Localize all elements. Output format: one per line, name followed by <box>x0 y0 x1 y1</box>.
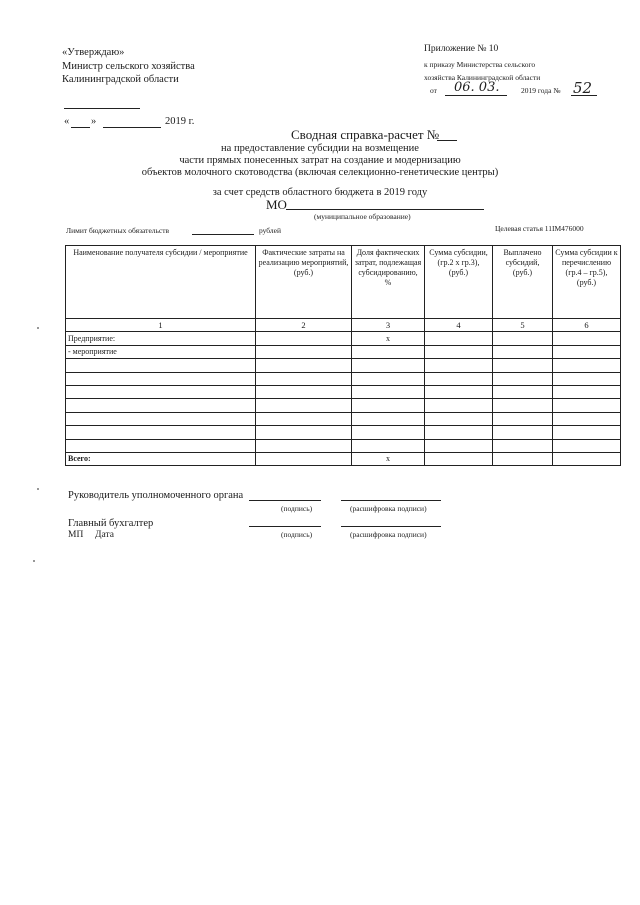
appendix-line3: хозяйства Калининградской области <box>424 73 541 82</box>
table-cell <box>352 426 425 439</box>
column-number: 4 <box>425 319 493 332</box>
table-cell <box>256 359 352 372</box>
column-number: 2 <box>256 319 352 332</box>
head-signatory-label: Руководитель уполномоченного органа <box>68 490 244 501</box>
appendix-date-line <box>445 95 507 96</box>
table-cell <box>553 399 621 412</box>
table-cell <box>553 332 621 345</box>
accountant-signature-hint: (подпись) <box>281 530 313 539</box>
table-cell <box>256 452 352 465</box>
table-row <box>66 385 621 398</box>
approval-title: «Утверждаю» <box>62 47 125 58</box>
table-cell <box>352 345 425 358</box>
scan-speck <box>37 327 39 329</box>
chief-accountant-label: Главный бухгалтер <box>68 518 154 529</box>
appendix-number-line <box>571 95 597 96</box>
appendix-year-label: 2019 года № <box>521 86 561 95</box>
table-row <box>66 372 621 385</box>
table-row <box>66 359 621 372</box>
table-cell <box>352 372 425 385</box>
table-cell <box>553 426 621 439</box>
approval-date-mid: » <box>91 116 97 127</box>
table-cell: х <box>352 452 425 465</box>
table-cell <box>425 385 493 398</box>
table-cell <box>493 332 553 345</box>
table-cell <box>66 426 256 439</box>
table-cell <box>553 359 621 372</box>
appendix-date-handwritten: 06. 03. <box>454 80 500 95</box>
table-cell <box>425 372 493 385</box>
total-label: Всего: <box>66 452 256 465</box>
table-cell <box>493 359 553 372</box>
table-row <box>66 332 621 345</box>
mo-hint: (муниципальное образование) <box>314 212 411 221</box>
table-cell <box>256 332 352 345</box>
table-cell <box>352 399 425 412</box>
column-numbers-row <box>66 319 621 332</box>
limit-unit: рублей <box>259 226 282 235</box>
table-cell <box>66 399 256 412</box>
table-cell <box>425 399 493 412</box>
mo-label: МО <box>266 197 287 212</box>
table-cell <box>425 332 493 345</box>
header-recipient: Наименование получателя субсидии / мероприятие <box>66 246 256 319</box>
subsidy-table <box>65 245 621 466</box>
table-cell <box>66 439 256 452</box>
table-cell <box>256 426 352 439</box>
accountant-decoding-hint: (расшифровка подписи) <box>350 530 427 539</box>
table-cell <box>553 385 621 398</box>
table-cell <box>425 412 493 425</box>
table-cell <box>256 385 352 398</box>
table-cell: х <box>352 332 425 345</box>
limit-line <box>192 234 254 235</box>
table-cell <box>352 412 425 425</box>
table-cell <box>352 385 425 398</box>
table-cell <box>425 452 493 465</box>
head-signature-line <box>249 500 321 501</box>
mo-line <box>286 209 484 210</box>
table-cell <box>493 412 553 425</box>
column-number: 1 <box>66 319 256 332</box>
table-cell <box>553 372 621 385</box>
table-cell <box>553 439 621 452</box>
column-number: 3 <box>352 319 425 332</box>
table-row <box>66 426 621 439</box>
header-to-transfer: Сумма субсидии к перечислению (гр.4 – гр.5), (руб.) <box>553 246 621 319</box>
header-paid: Выплачено субсидий, (руб.) <box>493 246 553 319</box>
table-cell <box>493 399 553 412</box>
heading-line4: за счет средств областного бюджета в 2019 году <box>212 187 428 198</box>
heading-line1: на предоставление субсидии на возмещение <box>221 143 419 154</box>
table-cell <box>553 345 621 358</box>
accountant-decoding-line <box>341 526 441 527</box>
appendix-line1: Приложение № 10 <box>424 44 499 54</box>
table-cell <box>256 439 352 452</box>
column-number: 6 <box>553 319 621 332</box>
head-signature-hint: (подпись) <box>281 504 313 513</box>
table-row <box>66 399 621 412</box>
table-cell <box>352 359 425 372</box>
scan-speck <box>33 560 35 562</box>
table-cell <box>66 372 256 385</box>
appendix-line2: к приказу Министерства сельского <box>424 60 536 69</box>
table-cell <box>425 345 493 358</box>
target-article: Целевая статья 11IМ476000 <box>495 224 584 233</box>
heading-line3: объектов молочного скотоводства (включая селекционно-генетические центры) <box>141 167 499 178</box>
document-number-line <box>437 140 457 141</box>
table-cell <box>425 359 493 372</box>
column-number: 5 <box>493 319 553 332</box>
table-row <box>66 439 621 452</box>
approval-date-year: 2019 г. <box>165 116 195 127</box>
table-cell <box>493 452 553 465</box>
table-cell <box>553 412 621 425</box>
limit-label: Лимит бюджетных обязательств <box>66 226 170 235</box>
table-cell <box>66 359 256 372</box>
approval-position-line2: Калининградской области <box>62 74 179 85</box>
date-label: Дата <box>95 530 114 540</box>
approval-signature-line <box>64 108 140 109</box>
table-cell <box>493 385 553 398</box>
heading-line2: части прямых понесенных затрат на создание и модернизацию <box>179 155 461 166</box>
table-cell <box>493 372 553 385</box>
document-title: Сводная справка-расчет № <box>291 127 440 142</box>
table-cell <box>493 426 553 439</box>
header-share: Доля фактических затрат, подлежащая субсидированию, % <box>352 246 425 319</box>
approval-date-open: « <box>64 116 70 127</box>
appendix-number-handwritten: 52 <box>573 79 593 97</box>
table-cell <box>66 412 256 425</box>
table-cell <box>66 385 256 398</box>
header-subsidy-sum: Сумма субсидии, (гр.2 х гр.3), (руб.) <box>425 246 493 319</box>
header-actual-costs: Фактические затраты на реализацию мероприятий, (руб.) <box>256 246 352 319</box>
accountant-signature-line <box>249 526 321 527</box>
table-cell <box>425 426 493 439</box>
table-cell <box>425 439 493 452</box>
table-row <box>66 412 621 425</box>
table-cell <box>553 452 621 465</box>
table-cell <box>256 372 352 385</box>
table-cell <box>493 345 553 358</box>
stamp-label: МП <box>68 530 84 540</box>
table-cell <box>256 345 352 358</box>
table-row <box>66 345 621 358</box>
scan-speck <box>37 488 39 490</box>
table-cell: Предприятие: <box>66 332 256 345</box>
approval-day-line <box>71 127 90 128</box>
table-cell <box>256 399 352 412</box>
table-cell: - мероприятие <box>66 345 256 358</box>
appendix-from-label: от <box>430 86 437 95</box>
head-decoding-line <box>341 500 441 501</box>
head-decoding-hint: (расшифровка подписи) <box>350 504 427 513</box>
table-cell <box>493 439 553 452</box>
table-cell <box>352 439 425 452</box>
approval-position-line1: Министр сельского хозяйства <box>62 61 195 72</box>
table-cell <box>256 412 352 425</box>
total-row <box>66 452 621 465</box>
approval-month-line <box>103 127 161 128</box>
